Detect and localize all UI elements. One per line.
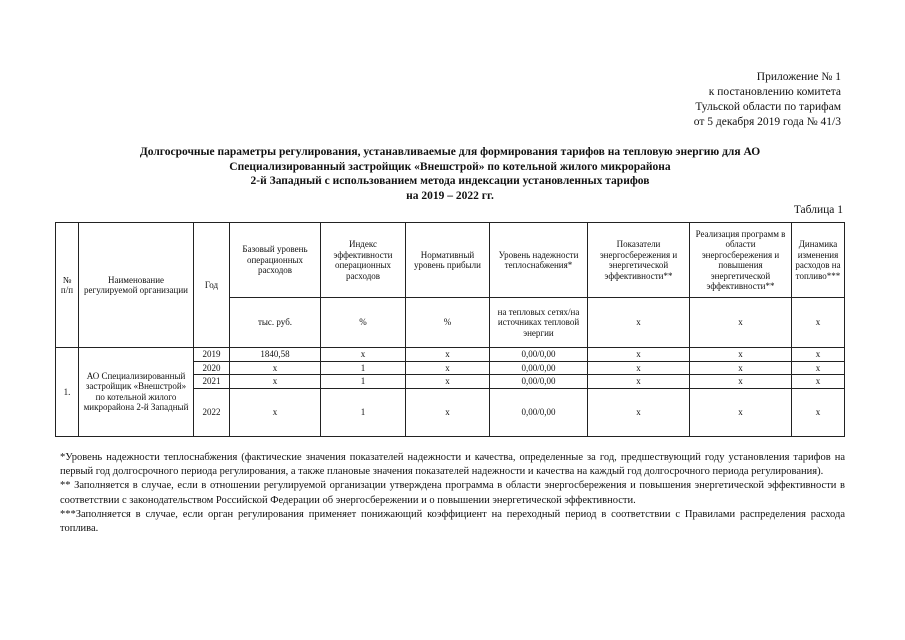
footnote-1: *Уровень надежности теплоснабжения (фактические значения показателей надежности и качества, определенные за год, предшествующий году установления тарифов на первый год долгосрочного периода регулирования, а также плановые значения показателей надежности и качества на каждый год долгосрочного периода регулирования). (60, 452, 845, 478)
title-line-4: на 2019 – 2022 гг. (406, 189, 494, 202)
cell-energy: х (588, 348, 690, 362)
cell-energy: х (588, 361, 690, 375)
cell-program: х (690, 348, 792, 362)
unit-energy: х (588, 298, 690, 348)
cell-base: х (230, 375, 321, 389)
cell-reliability: 0,00/0,00 (490, 348, 588, 362)
cell-program: х (690, 388, 792, 436)
cell-year: 2019 (194, 348, 230, 362)
header-index: Индекс эффективности операционных расходов (321, 223, 406, 298)
org-number: 1. (56, 348, 79, 437)
cell-base: х (230, 388, 321, 436)
cell-index: 1 (321, 375, 406, 389)
cell-base: х (230, 361, 321, 375)
unit-program: х (690, 298, 792, 348)
title-line-2: Специализированный застройщик «Внешстрой» по котельной жилого микрорайона (229, 160, 671, 173)
header-num: № п/п (56, 223, 79, 348)
org-name: АО Специализированный застройщик «Внешстрой» по котельной жилого микрорайона 2-й Западный (79, 348, 194, 437)
cell-program: х (690, 375, 792, 389)
cell-fuel: х (792, 348, 845, 362)
cell-reliability: 0,00/0,00 (490, 388, 588, 436)
header-base: Базовый уровень операционных расходов (230, 223, 321, 298)
cell-index: 1 (321, 361, 406, 375)
appendix-line-1: Приложение № 1 (756, 71, 841, 83)
header-year: Год (194, 223, 230, 348)
cell-index: 1 (321, 388, 406, 436)
footnote-3: ***Заполняется в случае, если орган регулирования применяет понижающий коэффициент на переходный период в соответствии с Правилами распределения расхода топлива. (60, 508, 845, 535)
cell-fuel: х (792, 388, 845, 436)
header-org: Наименование регулируемой организации (79, 223, 194, 348)
cell-year: 2020 (194, 361, 230, 375)
cell-reliability: 0,00/0,00 (490, 375, 588, 389)
cell-reliability: 0,00/0,00 (490, 361, 588, 375)
header-row (56, 223, 845, 298)
cell-energy: х (588, 388, 690, 436)
footnotes (60, 451, 845, 536)
title-line-3: 2-й Западный с использованием метода индексации установленных тарифов (250, 175, 650, 187)
header-energy: Показатели энергосбережения и энергетической эффективности** (588, 223, 690, 298)
cell-index: х (321, 348, 406, 362)
cell-fuel: х (792, 375, 845, 389)
appendix-block (694, 70, 841, 130)
appendix-line-3: Тульской области по тарифам (695, 101, 841, 113)
header-profit: Нормативный уровень прибыли (406, 223, 490, 298)
title-line-1: Долгосрочные параметры регулирования, устанавливаемые для формирования тарифов на тепловую энергию для АО (139, 146, 761, 158)
cell-fuel: х (792, 361, 845, 375)
appendix-line-2: к постановлению комитета (708, 86, 841, 98)
unit-base: тыс. руб. (230, 298, 321, 348)
unit-profit: % (406, 298, 490, 348)
cell-profit: х (406, 348, 490, 362)
cell-base: 1840,58 (230, 348, 321, 362)
unit-reliability: на тепловых сетях/на источниках тепловой энергии (490, 298, 588, 348)
cell-year: 2022 (194, 388, 230, 436)
document-title (60, 145, 840, 203)
unit-fuel: х (792, 298, 845, 348)
cell-profit: х (406, 375, 490, 389)
unit-index: % (321, 298, 406, 348)
cell-program: х (690, 361, 792, 375)
header-fuel: Динамика изменения расходов на топливо*** (792, 223, 845, 298)
cell-year: 2021 (194, 375, 230, 389)
parameters-table (55, 222, 845, 437)
appendix-line-4: от 5 декабря 2019 года № 41/3 (693, 116, 841, 128)
footnote-2: ** Заполняется в случае, если в отношении регулируемой организации утверждена программа в области энергосбережения и повышения энергетической эффективности в соответствии с законодательством Российской Федерации об энергосбережении и о повышении энергетической эффективности. (60, 480, 845, 506)
table-label: Таблица 1 (793, 204, 843, 216)
cell-profit: х (406, 361, 490, 375)
cell-energy: х (588, 375, 690, 389)
table-row (56, 348, 845, 362)
header-program: Реализация программ в области энергосбережения и повышения энергетической эффективности** (690, 223, 792, 298)
header-reliability: Уровень надежности теплоснабжения* (490, 223, 588, 298)
cell-profit: х (406, 388, 490, 436)
